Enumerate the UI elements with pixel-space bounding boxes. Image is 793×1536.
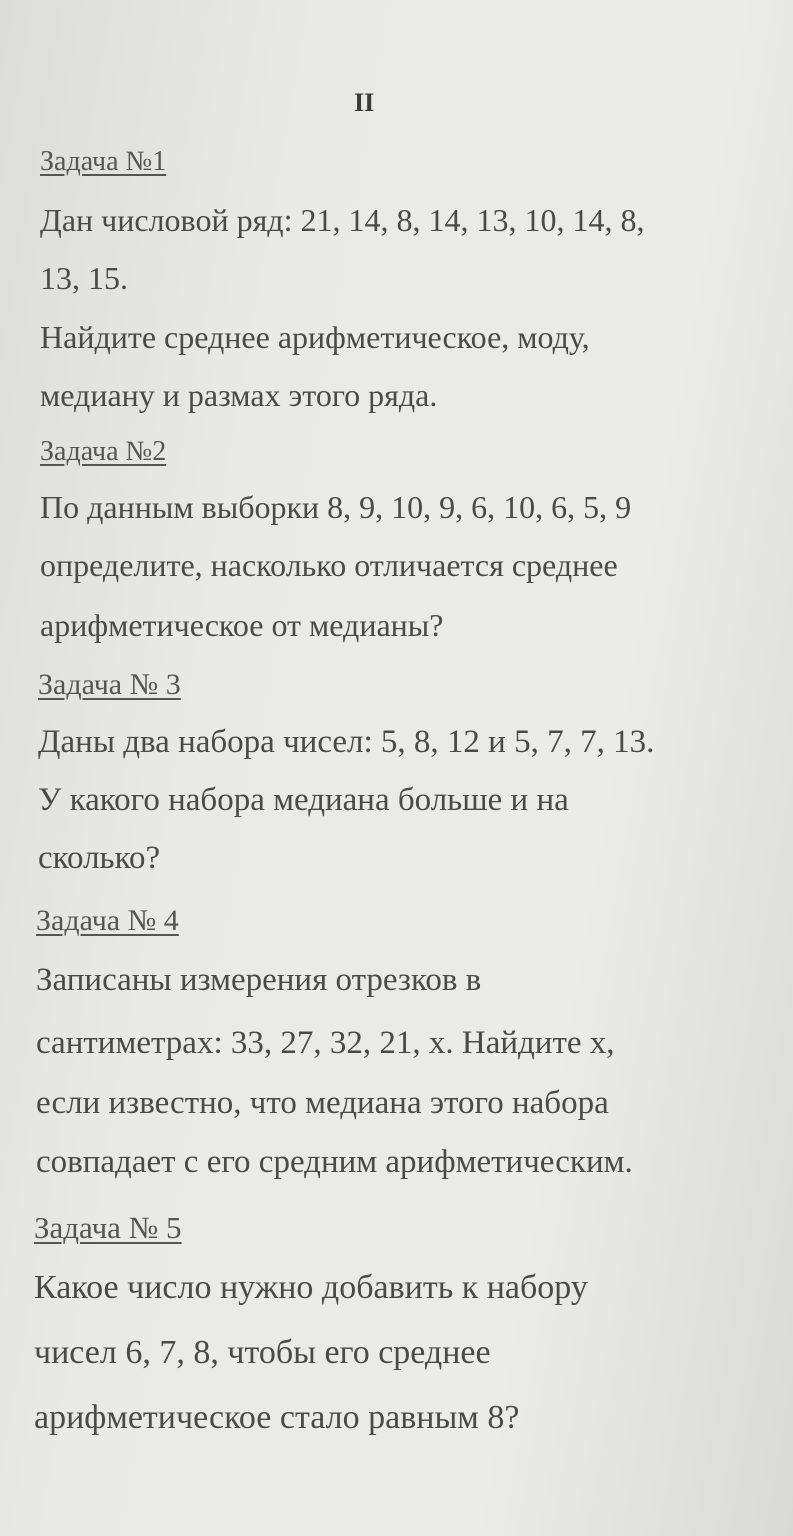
task-1-line: 13, 15.	[40, 260, 128, 296]
task-4-line: сантиметрах: 33, 27, 32, 21, x. Найдите x,	[36, 1025, 615, 1061]
task-2-line: арифметическое от медианы?	[40, 607, 444, 643]
task-2-title: Задача №2	[40, 436, 167, 467]
task-5-title: Задача № 5	[34, 1210, 182, 1245]
task-3-line: Даны два набора чисел: 5, 8, 12 и 5, 7, 7, 13.	[38, 724, 655, 760]
task-5-line: арифметическое стало равным 8?	[34, 1399, 520, 1436]
task-3-title: Задача № 3	[38, 668, 181, 701]
task-1-line: Дан числовой ряд: 21, 14, 8, 14, 13, 10, 14, 8,	[40, 202, 645, 238]
task-4-title: Задача № 4	[36, 904, 179, 937]
task-2-line: определите, насколько отличается среднее	[40, 547, 618, 583]
task-4-line: совпадает с его средним арифметическим.	[36, 1144, 633, 1180]
task-1-line: медиану и размах этого ряда.	[40, 377, 438, 413]
task-4-line: если известно, что медиана этого набора	[36, 1085, 609, 1121]
task-1-line: Найдите среднее арифметическое, моду,	[40, 319, 590, 355]
task-3-line: сколько?	[38, 840, 161, 876]
task-5-line: Какое число нужно добавить к набору	[34, 1269, 588, 1306]
task-5-line: чисел 6, 7, 8, чтобы его среднее	[34, 1334, 491, 1371]
task-2-line: По данным выборки 8, 9, 10, 9, 6, 10, 6, 5, 9	[40, 489, 632, 525]
task-1-title: Задача №1	[40, 146, 167, 177]
task-3-line: У какого набора медиана больше и на	[38, 782, 569, 818]
task-4-line: Записаны измерения отрезков в	[36, 962, 482, 998]
page-number: II	[354, 88, 375, 117]
